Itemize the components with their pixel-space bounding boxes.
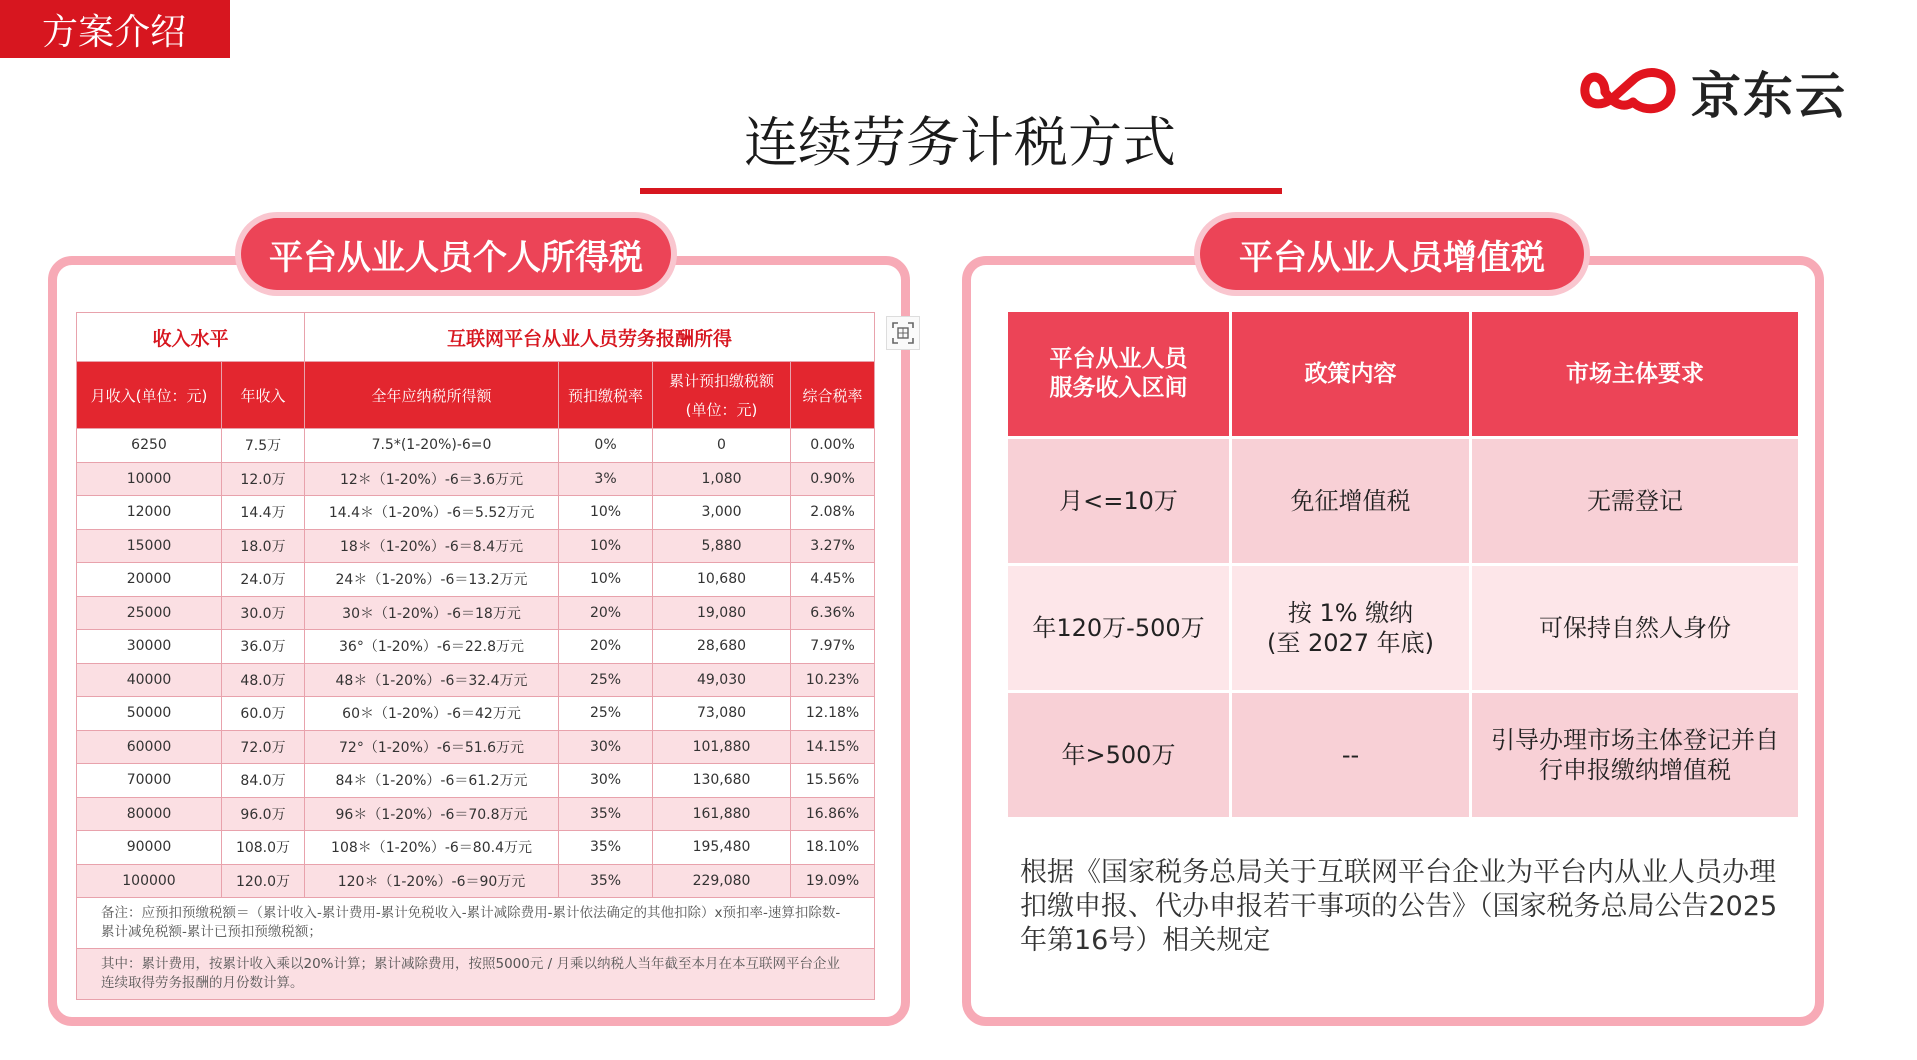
vat-cell-range: 年>500万 bbox=[1008, 693, 1232, 820]
cell-annual-income: 120.0万 bbox=[222, 864, 305, 898]
cell-monthly-income: 15000 bbox=[77, 529, 222, 563]
cell-cumulative-tax: 1,080 bbox=[653, 462, 791, 496]
table-row bbox=[77, 697, 875, 731]
vat-row bbox=[1008, 439, 1798, 566]
vat-cell-policy: 按 1% 缴纳 (至 2027 年底) bbox=[1232, 566, 1472, 693]
cell-monthly-income: 50000 bbox=[77, 697, 222, 731]
cell-withholding-rate: 0% bbox=[559, 429, 653, 463]
cell-withholding-rate: 3% bbox=[559, 462, 653, 496]
cell-monthly-income: 25000 bbox=[77, 596, 222, 630]
cell-effective-rate: 19.09% bbox=[791, 864, 875, 898]
cell-cumulative-tax: 101,880 bbox=[653, 730, 791, 764]
cell-taxable-income: 60＊（1-20%）-6＝42万元 bbox=[305, 697, 559, 731]
table-row bbox=[77, 831, 875, 865]
cell-monthly-income: 12000 bbox=[77, 496, 222, 530]
cell-taxable-income: 120＊（1-20%）-6＝90万元 bbox=[305, 864, 559, 898]
cell-annual-income: 36.0万 bbox=[222, 630, 305, 664]
cell-taxable-income: 30＊（1-20%）-6＝18万元 bbox=[305, 596, 559, 630]
table-row bbox=[77, 797, 875, 831]
cell-taxable-income: 36°（1-20%）-6＝22.8万元 bbox=[305, 630, 559, 664]
cell-withholding-rate: 35% bbox=[559, 864, 653, 898]
col-header-taxable-income: 全年应纳税所得额 bbox=[305, 362, 559, 429]
jdcloud-logo-icon bbox=[1575, 58, 1685, 126]
cell-withholding-rate: 30% bbox=[559, 730, 653, 764]
cell-withholding-rate: 30% bbox=[559, 764, 653, 798]
cell-taxable-income: 24＊（1-20%）-6＝13.2万元 bbox=[305, 563, 559, 597]
cell-effective-rate: 10.23% bbox=[791, 663, 875, 697]
cell-taxable-income: 72°（1-20%）-6＝51.6万元 bbox=[305, 730, 559, 764]
table-row bbox=[77, 596, 875, 630]
col-header-monthly-income: 月收入(单位：元) bbox=[77, 362, 222, 429]
note-formula-text: 备注：应预扣预缴税额＝（累计收入-累计费用-累计免税收入-累计减除费用-累计依法确定的其他扣除）x预扣率-速算扣除数-累计减免税额-累计已预扣预缴税额； bbox=[77, 898, 875, 949]
cell-cumulative-tax: 28,680 bbox=[653, 630, 791, 664]
cell-withholding-rate: 20% bbox=[559, 596, 653, 630]
table-group-header bbox=[77, 313, 875, 362]
cell-effective-rate: 4.45% bbox=[791, 563, 875, 597]
cell-annual-income: 72.0万 bbox=[222, 730, 305, 764]
table-note-formula bbox=[77, 898, 875, 949]
cell-annual-income: 96.0万 bbox=[222, 797, 305, 831]
cell-effective-rate: 18.10% bbox=[791, 831, 875, 865]
cell-monthly-income: 10000 bbox=[77, 462, 222, 496]
cell-cumulative-tax: 195,480 bbox=[653, 831, 791, 865]
cell-annual-income: 14.4万 bbox=[222, 496, 305, 530]
cell-effective-rate: 16.86% bbox=[791, 797, 875, 831]
cell-effective-rate: 15.56% bbox=[791, 764, 875, 798]
table-row bbox=[77, 496, 875, 530]
cell-withholding-rate: 25% bbox=[559, 663, 653, 697]
vat-row bbox=[1008, 566, 1798, 693]
cell-monthly-income: 40000 bbox=[77, 663, 222, 697]
cell-taxable-income: 96＊（1-20%）-6＝70.8万元 bbox=[305, 797, 559, 831]
cell-annual-income: 108.0万 bbox=[222, 831, 305, 865]
vat-header-requirement: 市场主体要求 bbox=[1472, 312, 1798, 439]
cell-monthly-income: 6250 bbox=[77, 429, 222, 463]
cell-effective-rate: 6.36% bbox=[791, 596, 875, 630]
cell-withholding-rate: 10% bbox=[559, 529, 653, 563]
vat-header-policy: 政策内容 bbox=[1232, 312, 1472, 439]
col-header-cumulative-tax bbox=[653, 362, 791, 429]
scan-icon[interactable] bbox=[886, 316, 920, 350]
cell-effective-rate: 7.97% bbox=[791, 630, 875, 664]
income-tax-table bbox=[76, 312, 875, 1000]
cell-monthly-income: 90000 bbox=[77, 831, 222, 865]
cell-cumulative-tax: 49,030 bbox=[653, 663, 791, 697]
vat-table bbox=[1008, 312, 1798, 820]
cell-annual-income: 60.0万 bbox=[222, 697, 305, 731]
cell-annual-income: 48.0万 bbox=[222, 663, 305, 697]
cell-monthly-income: 30000 bbox=[77, 630, 222, 664]
vat-header-income-range: 平台从业人员 服务收入区间 bbox=[1008, 312, 1232, 439]
cell-cumulative-tax: 19,080 bbox=[653, 596, 791, 630]
table-row bbox=[77, 529, 875, 563]
vat-cell-range: 年120万-500万 bbox=[1008, 566, 1232, 693]
cell-effective-rate: 14.15% bbox=[791, 730, 875, 764]
cell-monthly-income: 80000 bbox=[77, 797, 222, 831]
cell-taxable-income: 18＊（1-20%）-6＝8.4万元 bbox=[305, 529, 559, 563]
col-header-annual-income: 年收入 bbox=[222, 362, 305, 429]
table-row bbox=[77, 864, 875, 898]
cell-withholding-rate: 10% bbox=[559, 563, 653, 597]
cell-effective-rate: 0.90% bbox=[791, 462, 875, 496]
cell-taxable-income: 48＊（1-20%）-6＝32.4万元 bbox=[305, 663, 559, 697]
table-row bbox=[77, 730, 875, 764]
table-column-header bbox=[77, 362, 875, 429]
group-header-labor-income: 互联网平台从业人员劳务报酬所得 bbox=[305, 313, 875, 362]
scan-icon-glyph bbox=[892, 322, 914, 344]
cell-withholding-rate: 35% bbox=[559, 831, 653, 865]
cell-taxable-income: 14.4＊（1-20%）-6＝5.52万元 bbox=[305, 496, 559, 530]
vat-cell-requirement: 无需登记 bbox=[1472, 439, 1798, 566]
jdcloud-logo bbox=[1575, 58, 1850, 126]
cell-cumulative-tax: 3,000 bbox=[653, 496, 791, 530]
table-row bbox=[77, 462, 875, 496]
vat-cell-policy: 免征增值税 bbox=[1232, 439, 1472, 566]
vat-panel-title: 平台从业人员增值税 bbox=[1200, 218, 1584, 290]
cell-cumulative-tax: 10,680 bbox=[653, 563, 791, 597]
cell-cumulative-tax: 73,080 bbox=[653, 697, 791, 731]
cell-monthly-income: 20000 bbox=[77, 563, 222, 597]
cell-taxable-income: 84＊（1-20%）-6＝61.2万元 bbox=[305, 764, 559, 798]
cell-effective-rate: 12.18% bbox=[791, 697, 875, 731]
cell-cumulative-tax: 5,880 bbox=[653, 529, 791, 563]
table-row bbox=[77, 429, 875, 463]
income-tax-panel-title: 平台从业人员个人所得税 bbox=[241, 218, 671, 290]
col-header-cumulative-tax-unit: (单位：元) bbox=[685, 401, 758, 419]
cell-taxable-income: 12＊（1-20%）-6＝3.6万元 bbox=[305, 462, 559, 496]
cell-withholding-rate: 20% bbox=[559, 630, 653, 664]
col-header-effective-rate: 综合税率 bbox=[791, 362, 875, 429]
vat-table-header bbox=[1008, 312, 1798, 439]
table-row bbox=[77, 630, 875, 664]
cell-monthly-income: 70000 bbox=[77, 764, 222, 798]
group-header-income-level: 收入水平 bbox=[77, 313, 305, 362]
vat-cell-range: 月<=10万 bbox=[1008, 439, 1232, 566]
regulation-footnote: 根据《国家税务总局关于互联网平台企业为平台内从业人员办理扣缴申报、代办申报若干事项的公告》（国家税务总局公告2025年第16号）相关规定 bbox=[1020, 857, 1778, 956]
vat-cell-requirement: 引导办理市场主体登记并自 行申报缴纳增值税 bbox=[1472, 693, 1798, 820]
cell-cumulative-tax: 229,080 bbox=[653, 864, 791, 898]
col-header-withholding-rate: 预扣缴税率 bbox=[559, 362, 653, 429]
cell-effective-rate: 3.27% bbox=[791, 529, 875, 563]
page-title: 连续劳务计税方式 bbox=[744, 111, 1176, 174]
note-explanation-text: 其中：累计费用，按累计收入乘以20%计算；累计减除费用，按照5000元 / 月乘以纳税人当年截至本月在本互联网平台企业连续取得劳务报酬的月份数计算。 bbox=[77, 949, 875, 1000]
cell-annual-income: 30.0万 bbox=[222, 596, 305, 630]
cell-withholding-rate: 10% bbox=[559, 496, 653, 530]
cell-effective-rate: 2.08% bbox=[791, 496, 875, 530]
cell-annual-income: 84.0万 bbox=[222, 764, 305, 798]
cell-effective-rate: 0.00% bbox=[791, 429, 875, 463]
table-note-explanation bbox=[77, 949, 875, 1000]
title-underline bbox=[640, 188, 1282, 194]
cell-annual-income: 7.5万 bbox=[222, 429, 305, 463]
cell-annual-income: 24.0万 bbox=[222, 563, 305, 597]
cell-withholding-rate: 35% bbox=[559, 797, 653, 831]
table-row bbox=[77, 764, 875, 798]
col-header-cumulative-tax-label: 累计预扣缴税额 bbox=[669, 372, 775, 390]
table-row bbox=[77, 563, 875, 597]
cell-annual-income: 12.0万 bbox=[222, 462, 305, 496]
cell-monthly-income: 100000 bbox=[77, 864, 222, 898]
logo-wordmark: 京东云 bbox=[1691, 67, 1847, 125]
cell-cumulative-tax: 130,680 bbox=[653, 764, 791, 798]
cell-cumulative-tax: 0 bbox=[653, 429, 791, 463]
cell-annual-income: 18.0万 bbox=[222, 529, 305, 563]
section-tag: 方案介绍 bbox=[0, 0, 230, 58]
cell-taxable-income: 7.5*(1-20%)-6=0 bbox=[305, 429, 559, 463]
vat-cell-requirement: 可保持自然人身份 bbox=[1472, 566, 1798, 693]
cell-withholding-rate: 25% bbox=[559, 697, 653, 731]
vat-cell-policy: -- bbox=[1232, 693, 1472, 820]
cell-taxable-income: 108＊（1-20%）-6＝80.4万元 bbox=[305, 831, 559, 865]
cell-monthly-income: 60000 bbox=[77, 730, 222, 764]
vat-row bbox=[1008, 693, 1798, 820]
cell-cumulative-tax: 161,880 bbox=[653, 797, 791, 831]
table-row bbox=[77, 663, 875, 697]
